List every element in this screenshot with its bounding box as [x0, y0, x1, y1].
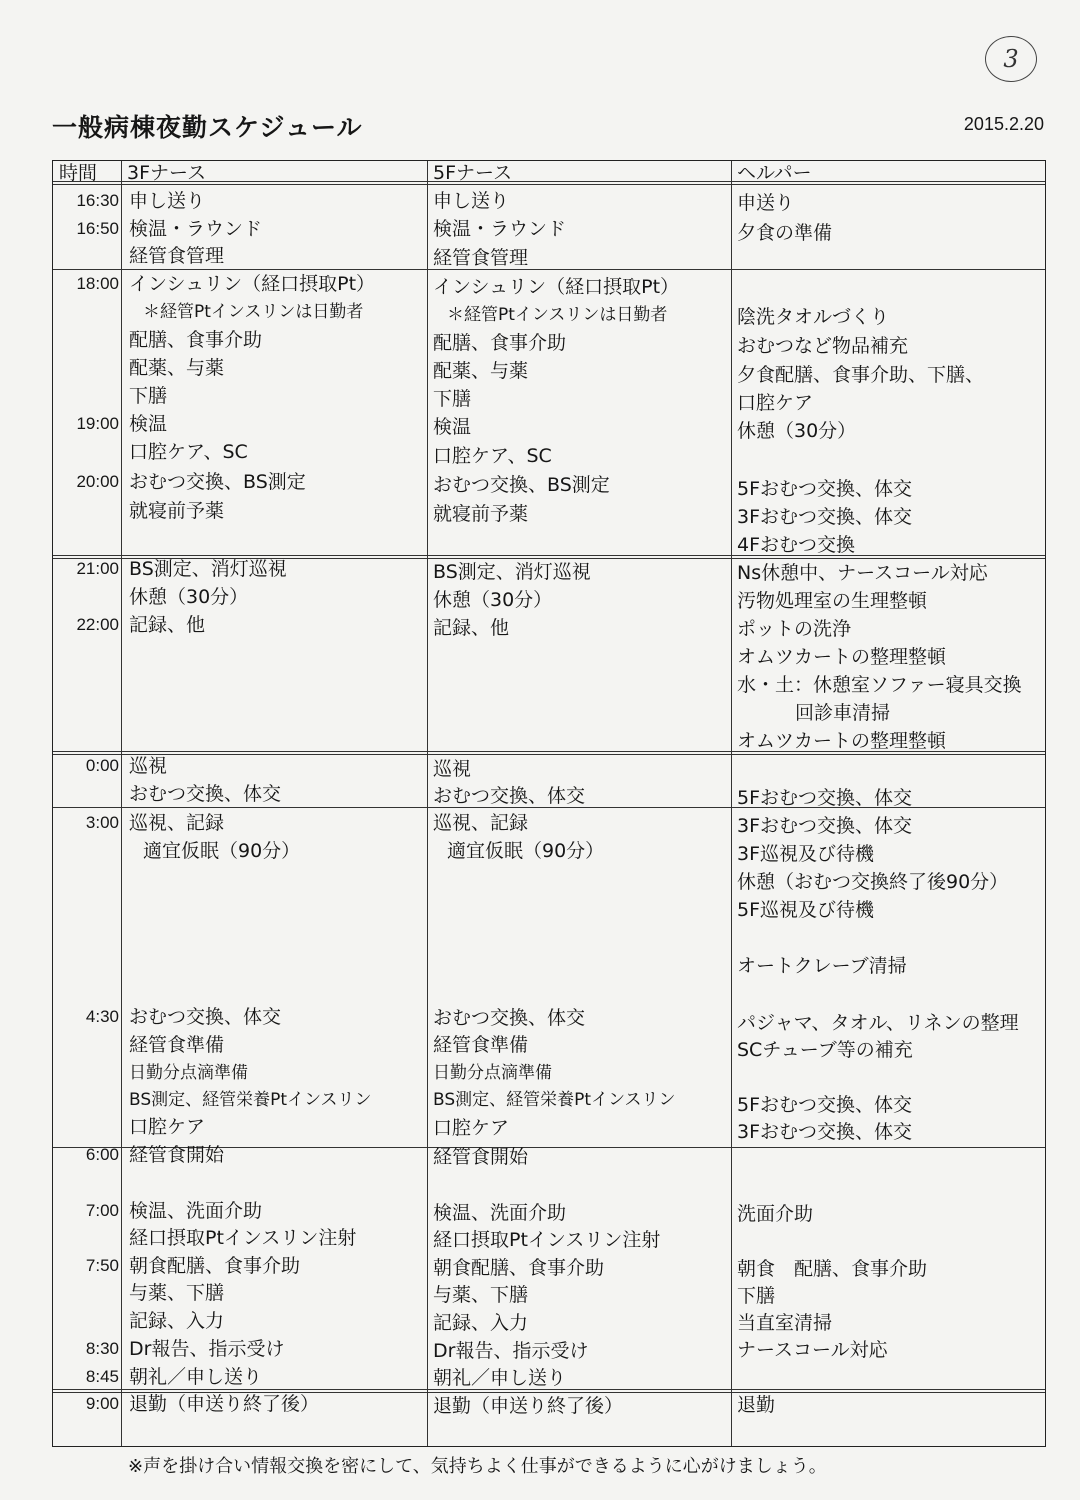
column-divider: [427, 161, 428, 1446]
helper-task: おむつなど物品補充: [737, 335, 909, 357]
nurse-5f-task: 配膳、食事介助: [433, 332, 567, 354]
nurse-3f-task: BS測定、消灯巡視: [129, 558, 287, 580]
nurse-5f-task: 配薬、与薬: [433, 360, 529, 382]
time-cell: 9:00: [85, 1394, 119, 1413]
nurse-5f-task: 与薬、下膳: [433, 1284, 529, 1306]
header-helper: ヘルパー: [737, 162, 812, 184]
nurse-3f-task: 記録、入力: [129, 1310, 225, 1332]
time-cell: 18:00: [76, 274, 119, 293]
nurse-3f-task: 配膳、食事介助: [129, 329, 263, 351]
header-3f-nurse: 3Fナース: [127, 162, 207, 184]
nurse-3f-task: 申し送り: [129, 190, 206, 212]
row-divider: [53, 269, 1045, 270]
nurse-5f-task: おむつ交換、体交: [433, 1007, 586, 1029]
helper-task: 洗面介助: [737, 1203, 814, 1225]
nurse-5f-task: 経管食準備: [433, 1034, 529, 1056]
time-cell: 3:00: [85, 813, 119, 832]
nurse-3f-task: 口腔ケア: [129, 1116, 206, 1138]
nurse-3f-task: 記録、他: [129, 614, 206, 636]
nurse-3f-task: おむつ交換、BS測定: [129, 471, 306, 493]
helper-task: 5Fおむつ交換、体交: [737, 478, 913, 500]
helper-task: 当直室清掃: [737, 1312, 833, 1334]
helper-task: 回診車清掃: [795, 702, 891, 724]
nurse-5f-task: BS測定、経管栄養Ptインスリン: [433, 1090, 676, 1110]
time-cell: 6:00: [85, 1145, 119, 1164]
nurse-3f-task: 適宜仮眠（90分）: [143, 840, 301, 862]
helper-task: オートクレーブ清掃: [737, 955, 907, 977]
helper-task: 下膳: [737, 1285, 776, 1307]
helper-task: 5Fおむつ交換、体交: [737, 787, 913, 809]
nurse-5f-task: 適宜仮眠（90分）: [447, 840, 605, 862]
helper-task: 休憩（おむつ交換終了後90分）: [737, 871, 1009, 893]
helper-task: 退勤: [737, 1394, 776, 1416]
column-divider: [121, 161, 122, 1446]
helper-task: 夕食配膳、食事介助、下膳、: [737, 364, 985, 386]
time-cell: 7:50: [85, 1256, 119, 1275]
nurse-5f-task: 巡視: [433, 758, 472, 780]
nurse-3f-task: 日勤分点滴準備: [129, 1063, 248, 1083]
time-cell: 22:00: [76, 615, 119, 634]
helper-task: 陰洗タオルづくり: [737, 306, 890, 328]
time-cell: 8:30: [85, 1339, 119, 1358]
nurse-3f-task: 巡視、記録: [129, 812, 225, 834]
nurse-5f-task: 退勤（申送り終了後）: [433, 1395, 624, 1417]
time-cell: 7:00: [85, 1201, 119, 1220]
nurse-3f-task: 休憩（30分）: [129, 586, 249, 608]
helper-task: 汚物処理室の生理整頓: [737, 590, 928, 612]
helper-task: ナースコール対応: [737, 1339, 888, 1361]
nurse-5f-task: 日勤分点滴準備: [433, 1063, 552, 1083]
nurse-3f-task: 経管食管理: [129, 245, 225, 267]
nurse-3f-task: 下膳: [129, 385, 168, 407]
helper-task: オムツカートの整理整頓: [737, 646, 947, 668]
nurse-5f-task: おむつ交換、BS測定: [433, 474, 610, 496]
helper-task: 水・土：休憩室ソファー寝具交換: [737, 674, 1022, 696]
nurse-3f-task: 退勤（申送り終了後）: [129, 1393, 320, 1415]
helper-task: 休憩（30分）: [737, 420, 857, 442]
nurse-3f-task: 与薬、下膳: [129, 1282, 225, 1304]
nurse-5f-task: 検温・ラウンド: [433, 218, 567, 240]
helper-task: パジャマ、タオル、リネンの整理: [737, 1012, 1019, 1034]
page-title: 一般病棟夜勤スケジュール: [52, 113, 363, 142]
page-number: 3: [1003, 45, 1019, 73]
nurse-5f-task: 申し送り: [433, 190, 510, 212]
nurse-3f-task: 巡視: [129, 755, 168, 777]
nurse-5f-task: おむつ交換、体交: [433, 785, 586, 807]
header-time: 時間: [59, 162, 98, 184]
nurse-5f-task: BS測定、消灯巡視: [433, 561, 591, 583]
nurse-3f-task: 検温、洗面介助: [129, 1200, 263, 1222]
nurse-5f-task: 巡視、記録: [433, 812, 529, 834]
nurse-3f-task: 検温・ラウンド: [129, 218, 263, 240]
nurse-3f-task: 経管食準備: [129, 1034, 225, 1056]
column-divider: [731, 161, 732, 1446]
footer-note: ※声を掛け合い情報交換を密にして、気持ちよく仕事ができるように心がけましょう。: [128, 1456, 827, 1477]
time-cell: 4:30: [85, 1007, 119, 1026]
nurse-5f-task: 経管食開始: [433, 1146, 529, 1168]
helper-task: オムツカートの整理整頓: [737, 730, 947, 752]
page-number-circle: [985, 36, 1037, 82]
nurse-5f-task: 検温、洗面介助: [433, 1202, 567, 1224]
helper-task: 5Fおむつ交換、体交: [737, 1094, 913, 1116]
helper-task: 5F巡視及び待機: [737, 899, 875, 921]
nurse-5f-task: 記録、他: [433, 617, 510, 639]
helper-task: 口腔ケア: [737, 392, 814, 414]
nurse-3f-task: 朝礼／申し送り: [129, 1366, 263, 1388]
helper-task: SCチューブ等の補充: [737, 1039, 913, 1061]
time-cell: 16:50: [76, 219, 119, 238]
nurse-5f-task: ＊経管Ptインスリンは日勤者: [447, 305, 668, 325]
nurse-3f-task: 口腔ケア、SC: [129, 441, 248, 463]
nurse-3f-task: BS測定、経管栄養Ptインスリン: [129, 1090, 372, 1110]
helper-task: 夕食の準備: [737, 222, 833, 244]
helper-task: 申送り: [737, 192, 795, 214]
nurse-3f-task: インシュリン（経口摂取Pt）: [129, 273, 376, 295]
document-date: 2015.2.20: [963, 114, 1044, 134]
nurse-5f-task: 経管食管理: [433, 247, 529, 269]
helper-task: ポットの洗浄: [737, 618, 852, 640]
helper-task: Ns休憩中、ナースコール対応: [737, 562, 988, 584]
nurse-5f-task: Dr報告、指示受け: [433, 1340, 589, 1362]
time-cell: 19:00: [76, 414, 119, 433]
time-cell: 16:30: [76, 191, 119, 210]
nurse-3f-task: Dr報告、指示受け: [129, 1338, 285, 1360]
nurse-3f-task: 就寝前予薬: [129, 500, 225, 522]
helper-task: 3Fおむつ交換、体交: [737, 815, 913, 837]
nurse-3f-task: ＊経管Ptインスリンは日勤者: [143, 302, 364, 322]
nurse-5f-task: 経口摂取Ptインスリン注射: [433, 1229, 661, 1251]
nurse-5f-task: 口腔ケア: [433, 1117, 510, 1139]
nurse-3f-task: おむつ交換、体交: [129, 1006, 282, 1028]
nurse-3f-task: 配薬、与薬: [129, 357, 225, 379]
nurse-3f-task: 経管食開始: [129, 1144, 225, 1166]
helper-task: 3F巡視及び待機: [737, 843, 875, 865]
time-cell: 0:00: [85, 756, 119, 775]
nurse-5f-task: 下膳: [433, 388, 472, 410]
nurse-5f-task: 記録、入力: [433, 1312, 529, 1334]
nurse-5f-task: 休憩（30分）: [433, 589, 553, 611]
nurse-5f-task: 検温: [433, 416, 472, 438]
helper-task: 朝食 配膳、食事介助: [737, 1258, 928, 1280]
nurse-5f-task: 就寝前予薬: [433, 503, 529, 525]
helper-task: 4Fおむつ交換: [737, 534, 856, 556]
time-cell: 20:00: [76, 472, 119, 491]
nurse-3f-task: 朝食配膳、食事介助: [129, 1255, 301, 1277]
nurse-5f-task: 朝食配膳、食事介助: [433, 1257, 605, 1279]
nurse-3f-task: 検温: [129, 413, 168, 435]
schedule-table: [52, 160, 1046, 1447]
nurse-3f-task: 経口摂取Ptインスリン注射: [129, 1227, 357, 1249]
time-cell: 21:00: [76, 559, 119, 578]
nurse-5f-task: 口腔ケア、SC: [433, 445, 552, 467]
helper-task: 3Fおむつ交換、体交: [737, 1121, 913, 1143]
helper-task: 3Fおむつ交換、体交: [737, 506, 913, 528]
nurse-5f-task: 朝礼／申し送り: [433, 1367, 567, 1389]
header-5f-nurse: 5Fナース: [433, 162, 513, 184]
nurse-5f-task: インシュリン（経口摂取Pt）: [433, 276, 680, 298]
time-cell: 8:45: [85, 1367, 119, 1386]
nurse-3f-task: おむつ交換、体交: [129, 783, 282, 805]
